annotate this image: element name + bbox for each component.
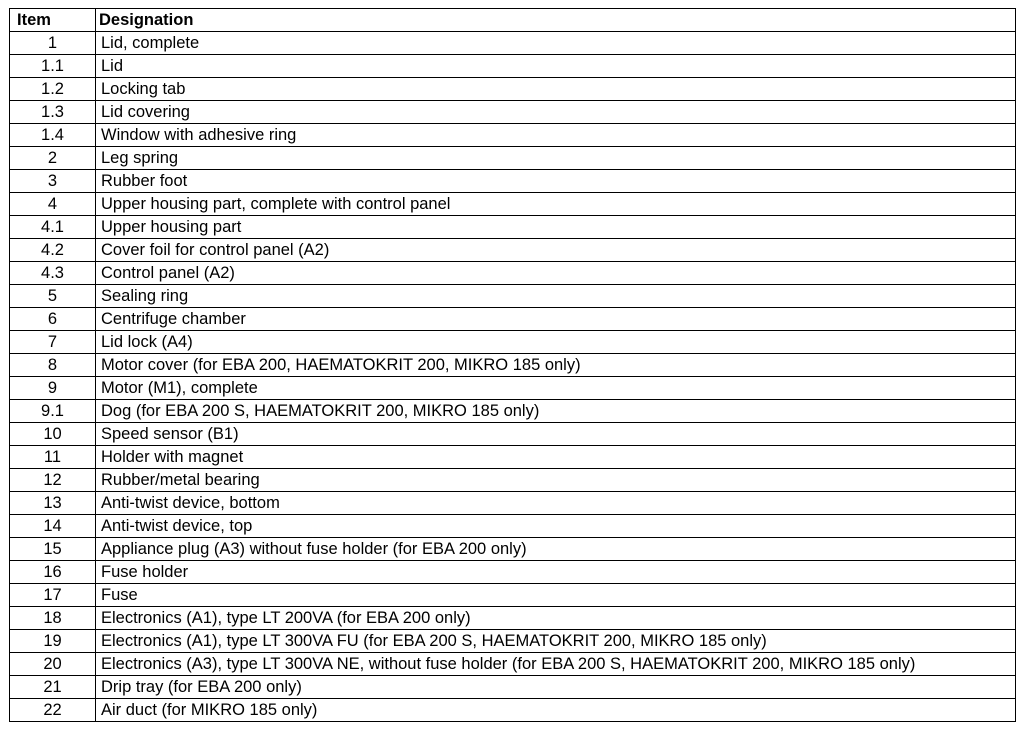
designation-cell: Lid lock (A4): [96, 331, 1016, 354]
table-row: [10, 239, 1016, 262]
item-number-cell: 8: [10, 354, 96, 377]
header-row: [10, 9, 1016, 32]
item-number-cell: 9: [10, 377, 96, 400]
designation-cell: Window with adhesive ring: [96, 124, 1016, 147]
item-number-cell: 6: [10, 308, 96, 331]
designation-cell: Appliance plug (A3) without fuse holder (for EBA 200 only): [96, 538, 1016, 561]
table-row: [10, 515, 1016, 538]
designation-column-header: Designation: [96, 9, 1016, 32]
table-row: [10, 262, 1016, 285]
item-number-cell: 4.1: [10, 216, 96, 239]
item-number-cell: 1.2: [10, 78, 96, 101]
item-number-cell: 17: [10, 584, 96, 607]
designation-cell: Air duct (for MIKRO 185 only): [96, 699, 1016, 722]
designation-cell: Electronics (A3), type LT 300VA NE, without fuse holder (for EBA 200 S, HAEMATOKRIT 200, MIKRO 185 only): [96, 653, 1016, 676]
designation-cell: Lid, complete: [96, 32, 1016, 55]
item-number-cell: 1: [10, 32, 96, 55]
designation-cell: Sealing ring: [96, 285, 1016, 308]
item-number-cell: 7: [10, 331, 96, 354]
table-row: [10, 630, 1016, 653]
designation-cell: Electronics (A1), type LT 300VA FU (for EBA 200 S, HAEMATOKRIT 200, MIKRO 185 only): [96, 630, 1016, 653]
designation-cell: Upper housing part, complete with control panel: [96, 193, 1016, 216]
item-number-cell: 1.3: [10, 101, 96, 124]
designation-cell: Fuse: [96, 584, 1016, 607]
table-row: [10, 354, 1016, 377]
table-row: [10, 607, 1016, 630]
table-row: [10, 193, 1016, 216]
designation-cell: Motor (M1), complete: [96, 377, 1016, 400]
table-row: [10, 377, 1016, 400]
designation-cell: Drip tray (for EBA 200 only): [96, 676, 1016, 699]
designation-cell: Anti-twist device, bottom: [96, 492, 1016, 515]
table-row: [10, 676, 1016, 699]
table-row: [10, 584, 1016, 607]
item-number-cell: 4: [10, 193, 96, 216]
item-number-cell: 12: [10, 469, 96, 492]
table-row: [10, 124, 1016, 147]
designation-cell: Leg spring: [96, 147, 1016, 170]
item-column-header: Item: [10, 9, 96, 32]
table-row: [10, 55, 1016, 78]
table-row: [10, 170, 1016, 193]
table-row: [10, 101, 1016, 124]
item-number-cell: 20: [10, 653, 96, 676]
table-row: [10, 285, 1016, 308]
item-number-cell: 2: [10, 147, 96, 170]
designation-cell: Speed sensor (B1): [96, 423, 1016, 446]
table-row: [10, 331, 1016, 354]
designation-cell: Locking tab: [96, 78, 1016, 101]
item-number-cell: 18: [10, 607, 96, 630]
item-number-cell: 1.4: [10, 124, 96, 147]
designation-cell: Centrifuge chamber: [96, 308, 1016, 331]
designation-cell: Control panel (A2): [96, 262, 1016, 285]
table-row: [10, 308, 1016, 331]
item-number-cell: 1.1: [10, 55, 96, 78]
table-row: [10, 423, 1016, 446]
table-row: [10, 653, 1016, 676]
item-number-cell: 21: [10, 676, 96, 699]
designation-cell: Lid: [96, 55, 1016, 78]
table-row: [10, 699, 1016, 722]
designation-cell: Anti-twist device, top: [96, 515, 1016, 538]
table-row: [10, 538, 1016, 561]
item-number-cell: 3: [10, 170, 96, 193]
designation-cell: Rubber/metal bearing: [96, 469, 1016, 492]
table-row: [10, 469, 1016, 492]
designation-cell: Electronics (A1), type LT 200VA (for EBA 200 only): [96, 607, 1016, 630]
item-number-cell: 13: [10, 492, 96, 515]
designation-cell: Rubber foot: [96, 170, 1016, 193]
item-number-cell: 14: [10, 515, 96, 538]
item-number-cell: 19: [10, 630, 96, 653]
parts-table: [9, 8, 1016, 722]
table-row: [10, 446, 1016, 469]
table-row: [10, 561, 1016, 584]
designation-cell: Fuse holder: [96, 561, 1016, 584]
table-row: [10, 147, 1016, 170]
table-row: [10, 216, 1016, 239]
table-row: [10, 492, 1016, 515]
table-row: [10, 32, 1016, 55]
table-row: [10, 400, 1016, 423]
item-number-cell: 4.2: [10, 239, 96, 262]
item-number-cell: 9.1: [10, 400, 96, 423]
table-row: [10, 78, 1016, 101]
item-number-cell: 15: [10, 538, 96, 561]
designation-cell: Dog (for EBA 200 S, HAEMATOKRIT 200, MIKRO 185 only): [96, 400, 1016, 423]
designation-cell: Lid covering: [96, 101, 1016, 124]
item-number-cell: 10: [10, 423, 96, 446]
designation-cell: Cover foil for control panel (A2): [96, 239, 1016, 262]
item-number-cell: 22: [10, 699, 96, 722]
parts-table-body: [10, 32, 1016, 722]
item-number-cell: 5: [10, 285, 96, 308]
item-number-cell: 16: [10, 561, 96, 584]
designation-cell: Holder with magnet: [96, 446, 1016, 469]
item-number-cell: 4.3: [10, 262, 96, 285]
designation-cell: Motor cover (for EBA 200, HAEMATOKRIT 200, MIKRO 185 only): [96, 354, 1016, 377]
designation-cell: Upper housing part: [96, 216, 1016, 239]
item-number-cell: 11: [10, 446, 96, 469]
